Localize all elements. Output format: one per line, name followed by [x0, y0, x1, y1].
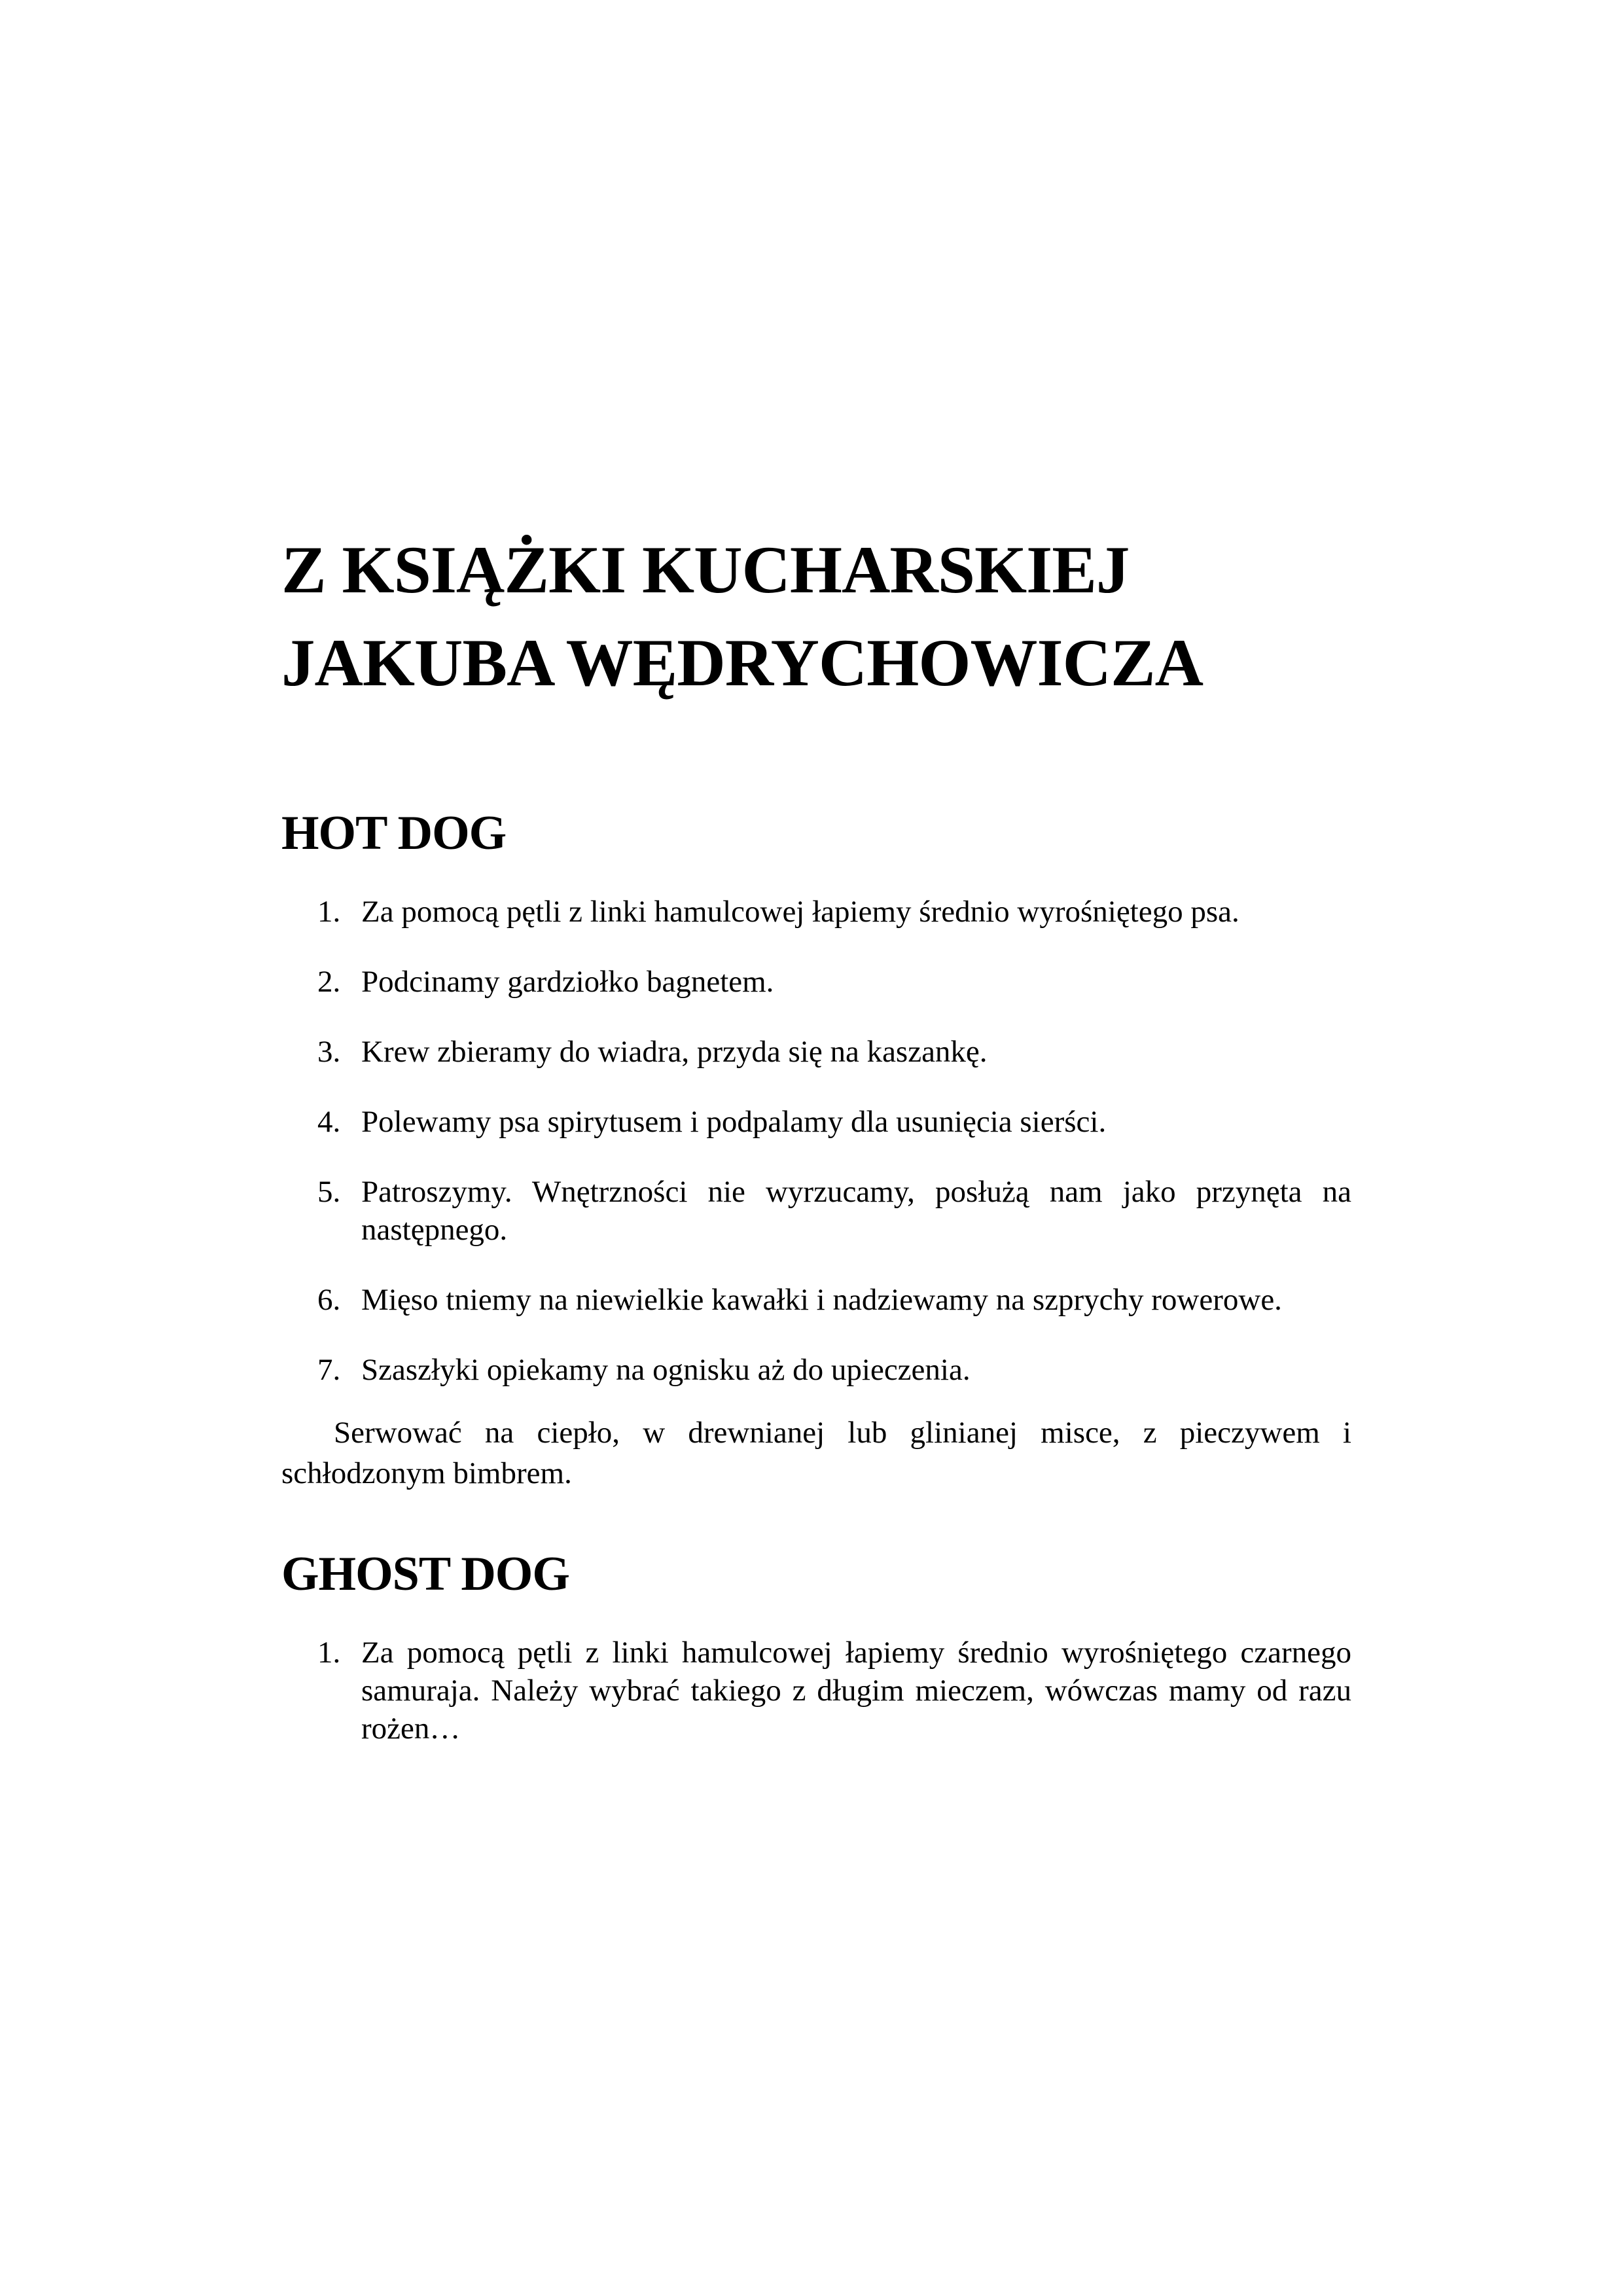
step-text: Polewamy psa spirytusem i podpalamy dla usunięcia sierści.	[361, 1105, 1107, 1139]
list-item	[281, 1281, 1351, 1319]
list-item	[281, 1351, 1351, 1389]
document-page	[281, 0, 1351, 2296]
step-number: 3.	[317, 1035, 341, 1069]
step-number: 1.	[317, 895, 341, 929]
hot-dog-steps	[281, 893, 1351, 1421]
step-number: 2.	[317, 965, 341, 999]
step-number: 4.	[317, 1105, 341, 1139]
list-item	[281, 1634, 1351, 1748]
step-text: Krew zbieramy do wiadra, przyda się na kaszankę.	[361, 1035, 988, 1069]
list-item	[281, 893, 1351, 931]
step-text: Podcinamy gardziołko bagnetem.	[361, 965, 774, 999]
list-item	[281, 963, 1351, 1001]
step-number: 6.	[317, 1283, 341, 1317]
step-number: 7.	[317, 1353, 341, 1387]
step-text: Szaszłyki opiekamy na ognisku aż do upieczenia.	[361, 1353, 971, 1387]
step-text: Mięso tniemy na niewielkie kawałki i nadziewamy na szprychy rowerowe.	[361, 1283, 1282, 1317]
step-number: 1.	[317, 1636, 341, 1670]
ghost-dog-steps	[281, 1634, 1351, 1780]
step-number: 5.	[317, 1175, 341, 1209]
step-text: Za pomocą pętli z linki hamulcowej łapiemy średnio wyrośniętego psa.	[361, 895, 1240, 929]
list-item	[281, 1033, 1351, 1071]
chapter-title-line-1: Z KSIĄŻKI KUCHARSKIEJ	[281, 533, 1130, 607]
serving-paragraph: Serwować na ciepło, w drewnianej lub glinianej misce, z pieczywem i schłodzonym bimbrem.	[281, 1416, 1351, 1490]
section-heading-ghost-dog: GHOST DOG	[281, 1547, 569, 1601]
section-heading-hot-dog: HOT DOG	[281, 806, 507, 860]
step-text: Patroszymy. Wnętrzności nie wyrzucamy, posłużą nam jako przynęta na następnego.	[361, 1175, 1351, 1247]
list-item	[281, 1103, 1351, 1141]
chapter-title-line-2: JAKUBA WĘDRYCHOWICZA	[281, 626, 1204, 700]
list-item	[281, 1173, 1351, 1249]
step-text: Za pomocą pętli z linki hamulcowej łapiemy średnio wyrośniętego czarnego samuraja. Należy wybrać takiego z długim mieczem, wówczas mamy od razu rożen…	[361, 1636, 1351, 1746]
chapter-title	[281, 524, 1351, 709]
